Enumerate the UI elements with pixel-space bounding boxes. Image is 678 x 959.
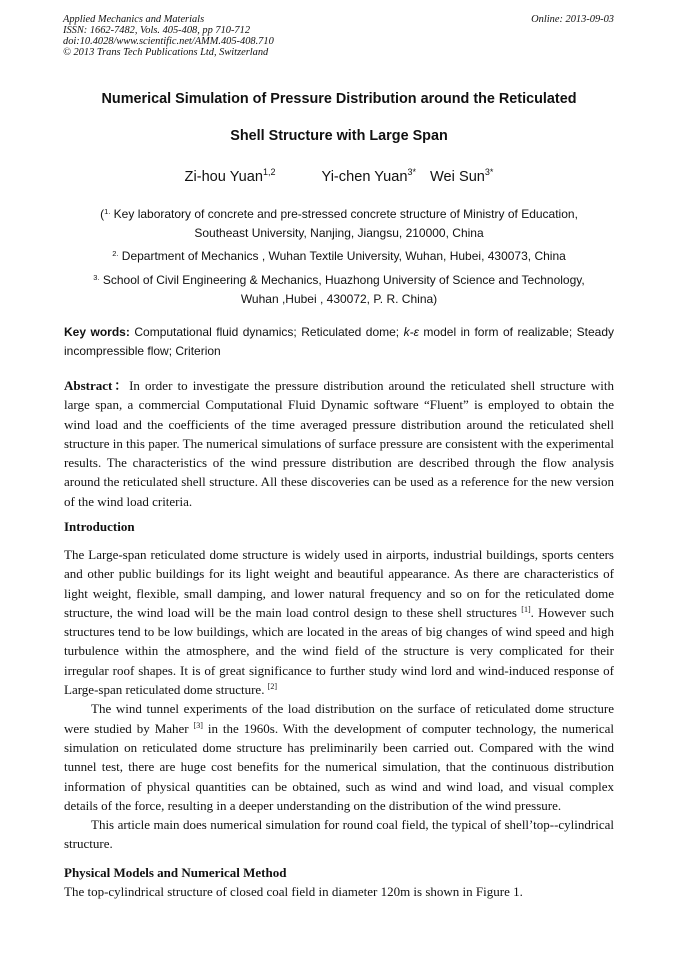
doi-line: doi:10.4028/www.scientific.net/AMM.405-408.710 [63, 36, 274, 47]
paragraph [64, 699, 614, 815]
affiliation-text: Department of Mechanics , Wuhan Textile University, Wuhan, Hubei, 430073, China [118, 249, 566, 263]
keywords-text: model in form of realizable; Steady incompressible flow; Criterion [64, 325, 615, 358]
introduction-body [64, 545, 614, 854]
section-heading-physical-models: Physical Models and Numerical Method [64, 865, 287, 880]
author [322, 167, 417, 185]
affiliation-text: Key laboratory of concrete and pre-stressed concrete structure of Ministry of Education, [110, 207, 578, 221]
journal-name: Applied Mechanics and Materials [63, 14, 205, 25]
issn-line: ISSN: 1662-7482, Vols. 405-408, pp 710-712 [63, 25, 251, 36]
keywords-k-epsilon: k-ε [403, 325, 419, 339]
paragraph-text: . However such structures tend to be low buildings, which are located in the areas of big changes of wind speed and high turbulence within the atmosphere, and the wind field of the structure is very complicated for their irregular roof shapes. It is of great significance to further study wind lord and wind-induced response of Large-span reticulated dome structure. [64, 604, 614, 698]
citation: [2] [267, 682, 278, 692]
author [185, 167, 276, 185]
author-name: Wei Sun [430, 169, 485, 185]
paragraph-text: The wind tunnel experiments of the load distribution on the surface of reticulated dome structure were studied by Maher [64, 701, 614, 736]
affiliation-mark: 2. [112, 249, 119, 258]
paragraph: This article main does numerical simulation for round coal field, the typical of shell’top--cylindrical structure. [64, 817, 614, 852]
paragraph-text: The Large-span reticulated dome structure is widely used in airports, industrial buildings, sports centers and other public buildings for its light weight and beautiful appearance. As there are characteristics of light weight, flexible, small damping, and lower natural frequency and so on for the reticulated dome structure, the wind load will be the main load control design to these shell structures [64, 547, 614, 620]
abstract [64, 376, 614, 511]
author-affiliation-mark: 1,2 [262, 167, 276, 177]
author-affiliation-mark: 3* [407, 167, 417, 177]
paragraph [64, 545, 614, 699]
author-affiliation-mark: 3* [484, 167, 494, 177]
affiliation-text: Southeast University, Nanjing, Jiangsu, 210000, China [194, 226, 484, 240]
physical-models-body: The top-cylindrical structure of closed coal field in diameter 120m is shown in Figure 1. [64, 884, 523, 899]
citation: [1] [521, 604, 531, 614]
online-date: Online: 2013-09-03 [531, 14, 614, 25]
abstract-label: Abstract： [64, 378, 130, 393]
keywords [64, 323, 614, 361]
paper-title-line-1: Numerical Simulation of Pressure Distribution around the Reticulated [101, 91, 577, 107]
abstract-text: In order to investigate the pressure distribution around the reticulated shell structure with large span, a commercial Computational Fluid Dynamic software “Fluent” is employed to obtain the wind load and the coefficients of the time averaged pressure distribution around the reticulated shell structure in this paper. The numerical simulations of surface pressure are consistent with the experimental results. The characteristics of the wind pressure distribution are described through the flow analysis around the reticulated shell structure. All these discoveries can be used as a reference for the new version of the wind load criteria. [64, 378, 614, 509]
affiliation-1 [60, 202, 618, 243]
keywords-text: Computational fluid dynamics; Reticulated dome; [129, 325, 404, 339]
affiliation-text: Wuhan ,Hubei , 430072, P. R. China) [240, 292, 438, 306]
author [430, 167, 493, 185]
author-name: Yi-chen Yuan [321, 169, 408, 185]
affiliation-open-paren: ( [100, 207, 105, 221]
paper-title-line-2: Shell Structure with Large Span [230, 128, 448, 144]
affiliation-2 [60, 244, 618, 266]
keywords-label: Key words: [64, 325, 130, 339]
copyright-line: © 2013 Trans Tech Publications Ltd, Switzerland [63, 47, 269, 58]
affiliation-mark: 3. [93, 273, 100, 282]
journal-meta [63, 14, 274, 58]
citation: [3] [193, 720, 203, 730]
author-list [0, 167, 678, 185]
affiliation-text: School of Civil Engineering & Mechanics, Huazhong University of Science and Technology, [99, 273, 585, 287]
affiliation-3 [60, 268, 618, 309]
author-name: Zi-hou Yuan [184, 169, 263, 185]
section-heading-introduction: Introduction [64, 519, 135, 534]
paragraph-text: in the 1960s. With the development of computer technology, the numerical simulation on reticulated dome structure has preliminarily been carried out. Compared with the wind tunnel test, there are huge cost benefits for the numerical simulation, that the continuous distribution information of physical quantities can be obtained, such as wind and wind load, and visual complex details of the force, resulting in a deeper understanding on the distribution of the wind pressure. [64, 720, 614, 813]
affiliation-mark: 1. [104, 207, 111, 216]
